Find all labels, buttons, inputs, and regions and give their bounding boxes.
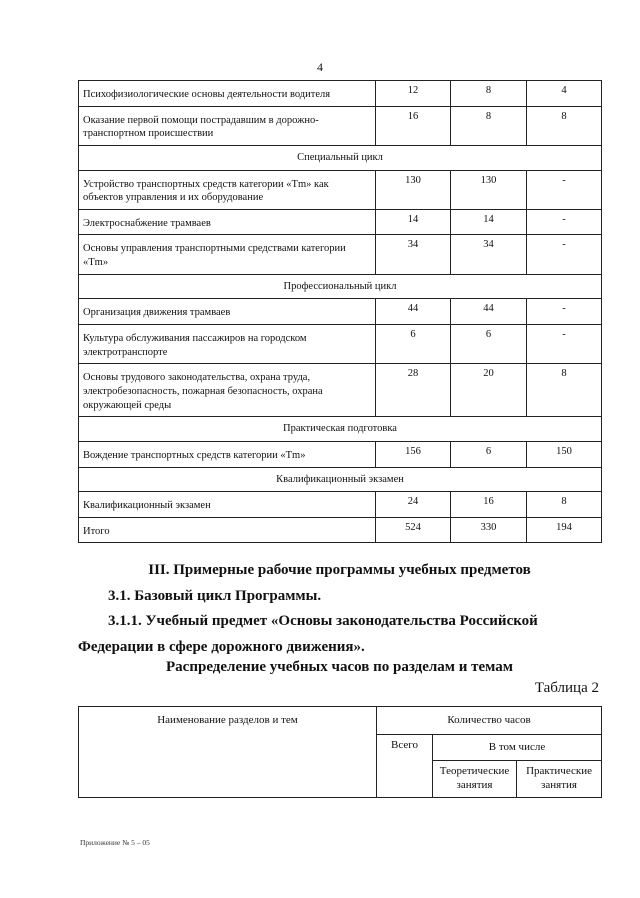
col-header-practice: Практические занятия: [517, 761, 602, 798]
hours-practice: 8: [527, 106, 602, 145]
hours-practice: 150: [527, 441, 602, 467]
col-header-section-name: Наименование разделов и тем: [79, 707, 377, 798]
hours-theory: 330: [451, 517, 527, 543]
table-section-row: [79, 145, 602, 170]
hours-total: 6: [376, 325, 451, 364]
section-title: Практическая подготовка: [79, 417, 602, 442]
hours-total: 16: [376, 106, 451, 145]
section-title: Специальный цикл: [79, 145, 602, 170]
table-row: [79, 364, 602, 417]
table-row: [79, 170, 602, 209]
hours-practice: -: [527, 209, 602, 235]
table-row: [79, 106, 602, 145]
col-header-including: В том числе: [433, 735, 602, 761]
hours-total: 12: [376, 81, 451, 107]
hours-practice: -: [527, 325, 602, 364]
hours-total: 14: [376, 209, 451, 235]
hours-distribution-table: [78, 706, 602, 798]
section-title: Профессиональный цикл: [79, 274, 602, 299]
subject-name: Основы управления транспортными средствами категории «Tm»: [79, 235, 376, 274]
hours-practice: -: [527, 299, 602, 325]
curriculum-table: [78, 80, 602, 543]
subject-name: Итого: [79, 517, 376, 543]
subsection-3-1-heading: 3.1. Базовый цикл Программы.: [108, 588, 322, 604]
subject-name: Организация движения трамваев: [79, 299, 376, 325]
page-number: 4: [317, 60, 323, 74]
subsection-3-1-1-heading: 3.1.1. Учебный предмет «Основы законодательства Российской Федерации в сфере дорожного движения».: [78, 613, 538, 655]
table-section-row: [79, 467, 602, 492]
hours-theory: 130: [451, 170, 527, 209]
col-header-hours: Количество часов: [377, 707, 602, 735]
subject-name: Вождение транспортных средств категории «Tm»: [79, 441, 376, 467]
hours-theory: 14: [451, 209, 527, 235]
col-header-total: Всего: [377, 735, 433, 798]
table-row: [79, 325, 602, 364]
hours-theory: 8: [451, 106, 527, 145]
hours-practice: -: [527, 170, 602, 209]
hours-theory: 44: [451, 299, 527, 325]
hours-practice: 8: [527, 364, 602, 417]
table-2-label: Таблица 2: [534, 680, 599, 696]
hours-theory: 6: [451, 441, 527, 467]
curriculum-table-body: [79, 81, 602, 543]
table-row: [79, 209, 602, 235]
table-row: [79, 299, 602, 325]
table-section-row: [79, 417, 602, 442]
hours-theory: 6: [451, 325, 527, 364]
subject-name: Квалификационный экзамен: [79, 492, 376, 518]
table-row: [79, 517, 602, 543]
subject-name: Культура обслуживания пассажиров на городском электротранспорте: [79, 325, 376, 364]
hours-total: 524: [376, 517, 451, 543]
hours-practice: 8: [527, 492, 602, 518]
subject-name: Электроснабжение трамваев: [79, 209, 376, 235]
section-3-heading: III. Примерные рабочие программы учебных предметов: [148, 562, 531, 578]
hours-total: 34: [376, 235, 451, 274]
hours-total: 24: [376, 492, 451, 518]
footer-note: Приложение № 5 – 05: [80, 838, 150, 847]
hours-practice: -: [527, 235, 602, 274]
table-row: [79, 441, 602, 467]
subject-name: Психофизиологические основы деятельности водителя: [79, 81, 376, 107]
hours-total: 44: [376, 299, 451, 325]
section-title: Квалификационный экзамен: [79, 467, 602, 492]
col-header-theory: Теоретические занятия: [433, 761, 517, 798]
hours-total: 156: [376, 441, 451, 467]
hours-theory: 8: [451, 81, 527, 107]
table-row: [79, 81, 602, 107]
subject-name: Основы трудового законодательства, охрана труда, электробезопасность, пожарная безопасность, охрана окружающей среды: [79, 364, 376, 417]
hours-practice: 194: [527, 517, 602, 543]
subject-name: Устройство транспортных средств категории «Tm» как объектов управления и их оборудование: [79, 170, 376, 209]
hours-total: 130: [376, 170, 451, 209]
hours-theory: 16: [451, 492, 527, 518]
hours-theory: 34: [451, 235, 527, 274]
distribution-heading: Распределение учебных часов по разделам и темам: [166, 659, 513, 675]
subject-name: Оказание первой помощи пострадавшим в дорожно-транспортном происшествии: [79, 106, 376, 145]
hours-practice: 4: [527, 81, 602, 107]
table-row: [79, 492, 602, 518]
hours-total: 28: [376, 364, 451, 417]
hours-theory: 20: [451, 364, 527, 417]
table-section-row: [79, 274, 602, 299]
table-row: [79, 235, 602, 274]
